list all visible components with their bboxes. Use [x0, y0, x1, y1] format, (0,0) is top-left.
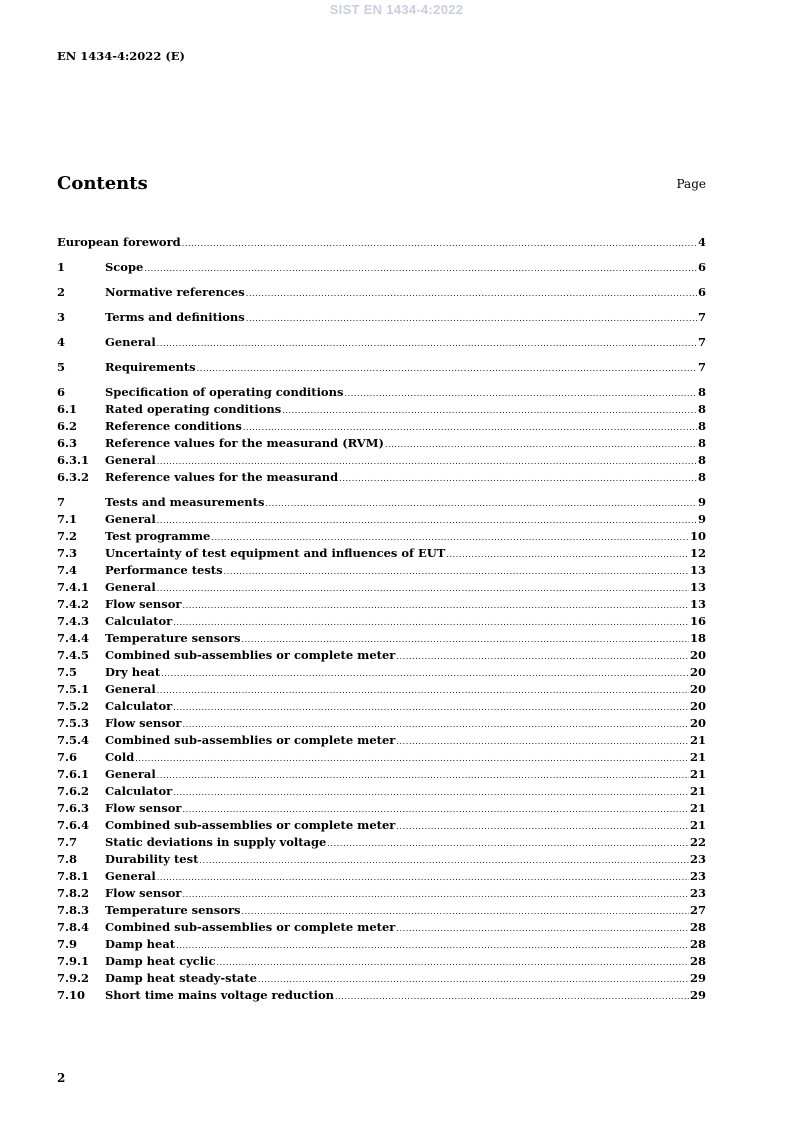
toc-entry-title: Short time mains voltage reduction: [105, 988, 335, 1002]
toc-entry-title: Static deviations in supply voltage: [105, 835, 327, 849]
toc-entry-number: 7.6: [57, 750, 78, 764]
toc-entry-title: Durability test: [105, 852, 199, 866]
toc-dot-leader: [385, 436, 697, 453]
toc-dot-leader: [265, 495, 697, 512]
toc-entry-number: 7.1: [57, 512, 78, 526]
toc-entry[interactable]: [57, 715, 706, 732]
toc-entry-title: Uncertainty of test equipment and influences of EUT: [105, 546, 446, 560]
toc-entry[interactable]: [57, 630, 706, 647]
toc-dot-leader: [197, 360, 697, 377]
toc-entry-title: Damp heat cyclic: [105, 954, 216, 968]
toc-dot-leader: [446, 546, 689, 563]
toc-entry-number: 2: [57, 285, 66, 299]
toc-dot-leader: [176, 937, 689, 954]
toc-entry-number: 7.5: [57, 665, 78, 679]
toc-entry[interactable]: [57, 511, 706, 528]
toc-dot-leader: [327, 835, 689, 852]
toc-entry-number: 7.8: [57, 852, 78, 866]
toc-entry-title: General: [105, 682, 156, 696]
document-id: EN 1434-4:2022 (E): [57, 49, 185, 63]
toc-entry[interactable]: [57, 970, 706, 987]
toc-entry-title: Calculator: [105, 699, 173, 713]
toc-dot-leader: [246, 310, 697, 327]
toc-dot-leader: [282, 402, 697, 419]
toc-dot-leader: [173, 784, 689, 801]
toc-entry-page: 7: [697, 335, 706, 349]
toc-entry-number: 7.8.3: [57, 903, 90, 917]
toc-entry[interactable]: [57, 418, 706, 435]
toc-dot-leader: [246, 285, 697, 302]
toc-entry-page: 16: [689, 614, 706, 628]
toc-entry-number: 7.4.1: [57, 580, 90, 594]
toc-dot-leader: [396, 920, 689, 937]
toc-entry-title: Tests and measurements: [105, 495, 265, 509]
toc-entry-page: 23: [689, 869, 706, 883]
toc-entry-number: 7.2: [57, 529, 78, 543]
toc-entry-page: 28: [689, 954, 706, 968]
toc-entry[interactable]: [57, 284, 706, 301]
toc-dot-leader: [224, 563, 689, 580]
toc-entry-title: Damp heat steady-state: [105, 971, 257, 985]
toc-dot-leader: [182, 801, 689, 818]
toc-entry-page: 21: [689, 784, 706, 798]
toc-entry-title: Reference values for the measurand (RVM): [105, 436, 384, 450]
toc-entry[interactable]: [57, 596, 706, 613]
toc-entry-page: 8: [697, 436, 706, 450]
toc-entry-title: Combined sub-assemblies or complete meter: [105, 818, 396, 832]
toc-entry-number: 7.5.2: [57, 699, 90, 713]
toc-entry-page: 23: [689, 886, 706, 900]
toc-entry-title: General: [105, 869, 156, 883]
toc-entry-title: General: [105, 512, 156, 526]
toc-entry[interactable]: [57, 834, 706, 851]
toc-entry-page: 20: [689, 682, 706, 696]
toc-entry[interactable]: [57, 647, 706, 664]
toc-entry-number: 4: [57, 335, 66, 349]
toc-entry[interactable]: [57, 851, 706, 868]
page-number: 2: [57, 1071, 66, 1085]
toc-dot-leader: [241, 903, 689, 920]
toc-dot-leader: [199, 852, 689, 869]
toc-dot-leader: [396, 648, 689, 665]
toc-entry[interactable]: [57, 766, 706, 783]
toc-entry[interactable]: [57, 494, 706, 511]
toc-entry[interactable]: [57, 800, 706, 817]
toc-entry[interactable]: [57, 384, 706, 401]
toc-entry[interactable]: [57, 681, 706, 698]
toc-entry-number: 6.3: [57, 436, 78, 450]
toc-entry-title: Temperature sensors: [105, 903, 241, 917]
toc-dot-leader: [157, 335, 697, 352]
toc-entry[interactable]: [57, 545, 706, 562]
toc-entry[interactable]: [57, 562, 706, 579]
toc-entry-number: 7.6.1: [57, 767, 90, 781]
toc-entry-page: 23: [689, 852, 706, 866]
toc-entry-page: 20: [689, 699, 706, 713]
toc-entry[interactable]: [57, 936, 706, 953]
toc-entry[interactable]: [57, 783, 706, 800]
toc-entry-page: 20: [689, 665, 706, 679]
toc-dot-leader: [135, 750, 689, 767]
toc-entry-page: 20: [689, 648, 706, 662]
toc-entry-page: 27: [689, 903, 706, 917]
toc-entry-page: 13: [689, 580, 706, 594]
toc-entry[interactable]: [57, 334, 706, 351]
toc-entry-number: 7.8.1: [57, 869, 90, 883]
toc-entry-number: 1: [57, 260, 66, 274]
toc-dot-leader: [241, 631, 689, 648]
toc-entry[interactable]: [57, 401, 706, 418]
contents-heading: Contents: [57, 173, 148, 194]
toc-entry[interactable]: [57, 452, 706, 469]
toc-dot-leader: [243, 419, 697, 436]
toc-dot-leader: [161, 665, 689, 682]
toc-entry-title: General: [105, 335, 156, 349]
toc-entry[interactable]: [57, 885, 706, 902]
toc-entry-page: 18: [689, 631, 706, 645]
toc-entry-title: Reference conditions: [105, 419, 242, 433]
toc-entry-title: General: [105, 453, 156, 467]
toc-entry-number: 7.4.5: [57, 648, 90, 662]
toc-entry-number: 7.4: [57, 563, 78, 577]
toc-entry[interactable]: [57, 732, 706, 749]
toc-entry[interactable]: [57, 987, 706, 1004]
toc-entry-number: 7.4.4: [57, 631, 90, 645]
toc-entry-number: 7.4.2: [57, 597, 90, 611]
toc-entry-title: Terms and definitions: [105, 310, 245, 324]
toc-dot-leader: [396, 733, 689, 750]
watermark-text: SIST EN 1434-4:2022: [329, 2, 464, 17]
toc-entry-title: Requirements: [105, 360, 196, 374]
toc-entry-title: Combined sub-assemblies or complete meter: [105, 920, 396, 934]
toc-entry-title: Damp heat: [105, 937, 176, 951]
toc-dot-leader: [339, 470, 697, 487]
toc-entry[interactable]: [57, 698, 706, 715]
toc-entry-page: 21: [689, 801, 706, 815]
toc-entry[interactable]: [57, 868, 706, 885]
toc-entry-page: 6: [697, 285, 706, 299]
toc-dot-leader: [173, 699, 689, 716]
toc-dot-leader: [157, 580, 689, 597]
toc-entry-number: 5: [57, 360, 66, 374]
toc-entry[interactable]: [57, 234, 706, 251]
toc-entry-page: 21: [689, 767, 706, 781]
toc-entry-title: Combined sub-assemblies or complete meter: [105, 648, 396, 662]
toc-entry-page: 21: [689, 750, 706, 764]
toc-entry-page: 9: [697, 512, 706, 526]
toc-entry-number: 7.4.3: [57, 614, 90, 628]
toc-dot-leader: [182, 597, 689, 614]
toc-entry-title: Reference values for the measurand: [105, 470, 339, 484]
toc-entry-number: 7.9: [57, 937, 78, 951]
toc-entry-page: 7: [697, 360, 706, 374]
toc-dot-leader: [182, 235, 697, 252]
toc-entry-page: 28: [689, 920, 706, 934]
toc-dot-leader: [157, 682, 689, 699]
toc-entry-page: 12: [689, 546, 706, 560]
toc-entry-title: Scope: [105, 260, 144, 274]
toc-entry[interactable]: [57, 613, 706, 630]
toc-dot-leader: [211, 529, 689, 546]
toc-entry-title: Normative references: [105, 285, 245, 299]
toc-dot-leader: [157, 767, 689, 784]
page-column-label: Page: [676, 177, 706, 191]
toc-dot-leader: [157, 453, 697, 470]
toc-entry-title: Performance tests: [105, 563, 223, 577]
toc-entry-title: Flow sensor: [105, 716, 182, 730]
toc-entry-number: 7.3: [57, 546, 78, 560]
toc-entry-number: 6.2: [57, 419, 78, 433]
toc-entry-page: 8: [697, 402, 706, 416]
toc-entry-number: 7.5.4: [57, 733, 90, 747]
toc-entry-page: 20: [689, 716, 706, 730]
toc-entry-number: 7.6.2: [57, 784, 90, 798]
toc-entry-number: 7.7: [57, 835, 78, 849]
toc-dot-leader: [173, 614, 689, 631]
toc-entry[interactable]: [57, 469, 706, 486]
toc-dot-leader: [182, 886, 689, 903]
toc-entry-page: 4: [697, 235, 706, 249]
toc-entry[interactable]: [57, 359, 706, 376]
toc-entry-number: 7.10: [57, 988, 86, 1002]
toc-entry-page: 6: [697, 260, 706, 274]
toc-entry-title: Combined sub-assemblies or complete meter: [105, 733, 396, 747]
toc-entry[interactable]: [57, 817, 706, 834]
toc-entry-title: Rated operating conditions: [105, 402, 282, 416]
toc-entry-number: 7.5.1: [57, 682, 90, 696]
toc-entry-page: 10: [689, 529, 706, 543]
toc-entry-title: Cold: [105, 750, 135, 764]
toc-entry[interactable]: [57, 528, 706, 545]
toc-entry-title: Flow sensor: [105, 597, 182, 611]
toc-entry[interactable]: [57, 579, 706, 596]
toc-entry-title: Calculator: [105, 614, 173, 628]
toc-dot-leader: [344, 385, 697, 402]
toc-entry-number: 7: [57, 495, 66, 509]
toc-entry-page: 13: [689, 597, 706, 611]
toc-dot-leader: [157, 512, 697, 529]
toc-entry-title: Test programme: [105, 529, 211, 543]
toc-entry-number: 6.3.1: [57, 453, 90, 467]
toc-entry-page: 29: [689, 971, 706, 985]
toc-entry[interactable]: [57, 953, 706, 970]
toc-entry-title: Flow sensor: [105, 886, 182, 900]
toc-dot-leader: [396, 818, 689, 835]
toc-entry-title: European foreword: [57, 235, 181, 249]
toc-entry-page: 28: [689, 937, 706, 951]
toc-entry-page: 22: [689, 835, 706, 849]
toc-entry-title: Dry heat: [105, 665, 161, 679]
toc-entry-title: Calculator: [105, 784, 173, 798]
toc-dot-leader: [258, 971, 689, 988]
toc-dot-leader: [144, 260, 697, 277]
toc-entry[interactable]: [57, 435, 706, 452]
toc-entry-title: Specification of operating conditions: [105, 385, 344, 399]
toc-dot-leader: [335, 988, 689, 1005]
toc-entry-page: 21: [689, 733, 706, 747]
toc-dot-leader: [182, 716, 689, 733]
toc-dot-leader: [157, 869, 689, 886]
toc-entry-number: 3: [57, 310, 66, 324]
toc-entry-number: 6.1: [57, 402, 78, 416]
toc-entry-page: 8: [697, 385, 706, 399]
toc-entry-page: 21: [689, 818, 706, 832]
toc-entry[interactable]: [57, 664, 706, 681]
toc-entry-page: 8: [697, 419, 706, 433]
toc-entry-page: 8: [697, 470, 706, 484]
toc-entry-number: 7.9.2: [57, 971, 90, 985]
toc-entry-number: 7.8.2: [57, 886, 90, 900]
toc-entry-title: Flow sensor: [105, 801, 182, 815]
toc-entry-number: 6.3.2: [57, 470, 90, 484]
toc-entry-title: General: [105, 767, 156, 781]
toc-entry-number: 7.6.4: [57, 818, 90, 832]
toc-entry-title: General: [105, 580, 156, 594]
toc-entry-page: 8: [697, 453, 706, 467]
toc-entry-page: 29: [689, 988, 706, 1002]
toc-entry[interactable]: [57, 902, 706, 919]
toc-entry-number: 7.9.1: [57, 954, 90, 968]
toc-entry-page: 7: [697, 310, 706, 324]
toc-entry-title: Temperature sensors: [105, 631, 241, 645]
toc-entry[interactable]: [57, 749, 706, 766]
toc-entry-number: 7.5.3: [57, 716, 90, 730]
toc-entry-number: 7.8.4: [57, 920, 90, 934]
toc-entry-number: 6: [57, 385, 66, 399]
toc-entry-number: 7.6.3: [57, 801, 90, 815]
toc-entry[interactable]: [57, 309, 706, 326]
toc-dot-leader: [217, 954, 689, 971]
toc-entry-page: 9: [697, 495, 706, 509]
toc-entry[interactable]: [57, 919, 706, 936]
table-of-contents: [57, 234, 706, 1004]
toc-entry-page: 13: [689, 563, 706, 577]
toc-entry[interactable]: [57, 259, 706, 276]
